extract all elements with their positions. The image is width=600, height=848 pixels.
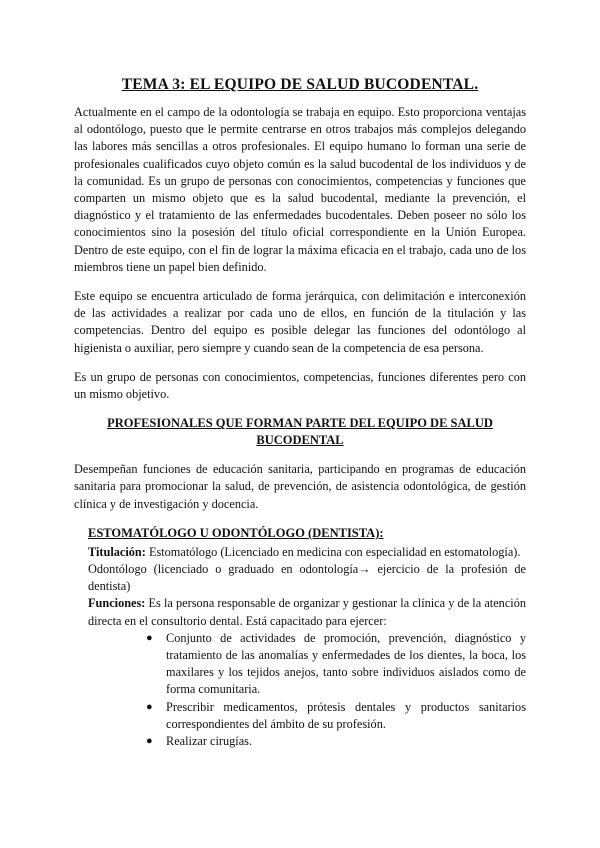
funciones-line: [88, 595, 526, 629]
section-intro: Desempeñan funciones de educación sanitaria, participando en programas de educación sanitaria para promocionar la salud, de prevención, de asistencia odontológica, de gestión clínica y de investigación y docencia.: [74, 462, 526, 511]
list-item-text: Prescribir medicamentos, prótesis dentales y productos sanitarios correspondientes del ámbito de su profesión.: [166, 699, 526, 731]
funciones-text: Es la persona responsable de organizar y gestionar la clínica y de la atención directa en el consultorio dental. Está capacitado para ejercer:: [88, 596, 526, 628]
list-item-text: Realizar cirugías.: [166, 734, 253, 749]
document-title: TEMA 3: EL EQUIPO DE SALUD BUCODENTAL.: [121, 76, 479, 93]
bullet-icon: ●: [146, 735, 153, 748]
paragraph-hierarchy: Este equipo se encuentra articulado de forma jerárquica, con delimitación e interconexión de las actividades a realizar por cada uno de ellos, en función de la titulación y las competencias. Dentro del equipo es posible delegar las funciones del odontólogo al higienista o auxiliar, pero siempre y cuando sean de la competencia de esa persona.: [74, 289, 526, 355]
subsection-title: ESTOMATÓLOGO U ODONTÓLOGO (DENTISTA):: [88, 525, 384, 540]
titulacion-line: [88, 544, 526, 561]
paragraph-intro: Actualmente en el campo de la odontología se trabaja en equipo. Esto proporciona ventajas al odontólogo, puesto que le permite centrarse en otros trabajos más complejos delegando las labores más sencillas a otros profesionales. El equipo humano lo forman una serie de profesionales cualificados cuyo objeto común es la salud bucodental de los individuos y de la comunidad. Es un grupo de personas con conocimientos, competencias y funciones que comparten un mismo objeto que es la salud bucodental, mediante la prevención, el diagnóstico y el tratamiento de las enfermedades bucodentales. Deben poseer no sólo los conocimientos sino la posesión del título oficial correspondiente en la Unión Europea. Dentro de este equipo, con el fin de lograr la máxima eficacia en el trabajo, cada uno de los miembros tiene un papel bien definido.: [74, 105, 526, 274]
bullet-icon: ●: [146, 631, 153, 644]
titulacion-line-2: Odontólogo (licenciado o graduado en odontología→ ejercicio de la profesión de dentista): [88, 562, 526, 594]
funciones-label: Funciones:: [88, 596, 146, 611]
titulacion-label: Titulación:: [88, 544, 146, 559]
funciones-list: [88, 630, 526, 750]
list-item: [88, 630, 526, 699]
bullet-icon: ●: [146, 700, 153, 713]
document-page: [74, 76, 526, 750]
list-item-text: Conjunto de actividades de promoción, prevención, diagnóstico y tratamiento de las anomalías y enfermedades de los dientes, la boca, los maxilares y los tejidos anejos, tanto sobre individuos aislados como de forma comunitaria.: [166, 630, 526, 697]
subsection-dentista: [88, 525, 526, 750]
list-item: [88, 733, 526, 750]
paragraph-summary: Es un grupo de personas con conocimientos, competencias, funciones diferentes pero con un mismo objetivo.: [74, 369, 526, 402]
titulacion-text: Estomatólogo (Licenciado en medicina con especialidad en estomatología).: [148, 544, 521, 559]
section-title: PROFESIONALES QUE FORMAN PARTE DEL EQUIPO DE SALUD BUCODENTAL: [107, 416, 493, 448]
list-item: [88, 699, 526, 733]
